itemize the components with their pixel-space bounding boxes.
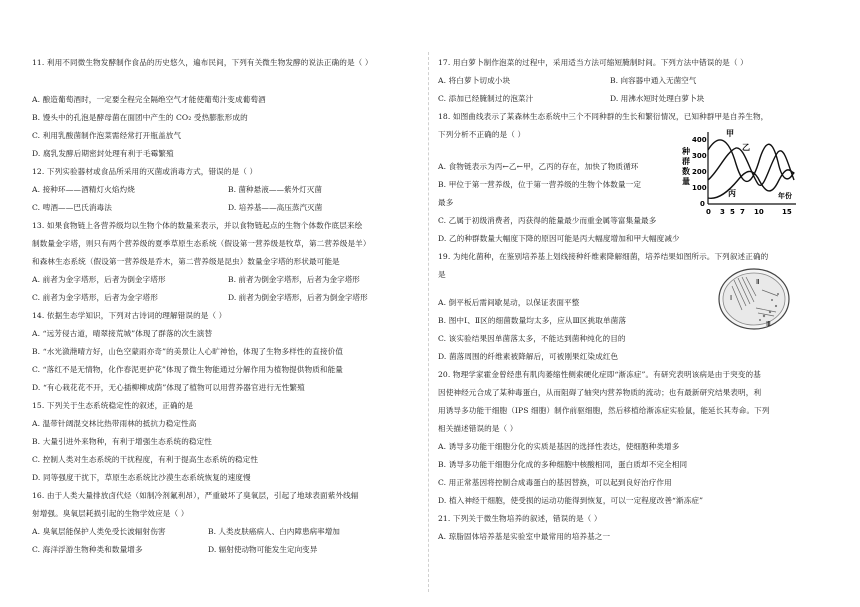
q14-option-b: B. “水光潋滟晴方好，山色空蒙雨亦奇”的美景让人心旷神怡，体现了生物多样性的直接价值: [32, 347, 344, 356]
region-label-3: Ⅲ: [766, 320, 771, 328]
q17-option-d: D. 用沸水短时处理白萝卜块: [610, 94, 705, 103]
y-axis-label-char: 数: [682, 167, 690, 176]
q18-option-a: A. 食物链表示为丙←乙←甲，乙丙的存在，加快了物质循环: [438, 162, 639, 171]
x-axis-label: 年份: [778, 192, 792, 200]
x-tick-label: 7: [740, 208, 745, 216]
x-tick-label: 15: [782, 208, 792, 216]
petri-dish-figure: [716, 266, 792, 332]
q18-option-b: B. 甲位于第一营养级，位于第一营养级的生物个体数量一定: [438, 180, 642, 189]
q17-option-a: A. 将白萝卜切成小块: [438, 76, 511, 85]
q16-stem-2: 射增强。臭氧层耗损引起的生物学效应是（ ）: [32, 509, 189, 518]
q21-stem: 21. 下列关于微生物培养的叙述，错误的是（ ）: [438, 514, 602, 523]
q18-option-d: D. 乙的种群数量大幅度下降的原因可能是丙大幅度增加和甲大幅度减少: [438, 234, 680, 243]
x-tick-label: 3: [720, 208, 725, 216]
q19-stem-2: 是: [438, 270, 446, 279]
q16-option-a: A. 臭氧层能保护人类免受长波辐射伤害: [32, 527, 166, 536]
y-axis-label-char: 种: [682, 147, 690, 156]
q14-option-c: C. “落红不是无情物，化作春泥更护花”体现了微生物能通过分解作用为植物提供物质和能量: [32, 365, 343, 374]
region-label-2: Ⅱ: [756, 278, 760, 286]
q15-option-a: A. 温带针阔混交林比热带雨林的抵抗力稳定性高: [32, 419, 197, 428]
series-label-yi: 乙: [742, 143, 750, 152]
q19-option-d: D. 菌落周围的纤维素被降解后，可被刚果红染成红色: [438, 352, 619, 361]
y-tick-label: 200: [692, 168, 707, 176]
q15-option-b: B. 大量引进外来物种，有利于增强生态系统的稳定性: [32, 437, 212, 446]
q18-stem-1: 18. 如图曲线表示了某森林生态系统中三个不同种群的生长和繁衍情况，已知种群甲是自养生物，: [438, 112, 769, 121]
q15-stem: 15. 下列关于生态系统稳定性的叙述，正确的是: [32, 401, 194, 410]
x-tick-label: 10: [754, 208, 764, 216]
q18-stem-2: 下列分析不正确的是（ ）: [438, 130, 526, 139]
q14-option-a: A. “远芳侵古道，晴翠接荒城”体现了群落的次生演替: [32, 329, 213, 338]
q18-option-c: C. 乙属于初级消费者，丙获得的能量最少而重金属等富集量最多: [438, 216, 657, 225]
x-tick-label: 0: [706, 208, 711, 216]
q13-option-a: A. 前者为金字塔形，后者为倒金字塔形: [32, 275, 166, 284]
column-divider: [428, 52, 429, 592]
q13-stem-2: 制数量金字塔，则只有两个营养级的夏季草原生态系统（假设第一营养级是牧草，第二营养级是羊）: [32, 239, 371, 248]
region-label-1: Ⅰ: [730, 294, 733, 302]
q11-option-c: C. 利用乳酸菌制作泡菜需经常打开瓶盖放气: [32, 131, 182, 140]
q11-stem: 11. 利用不同微生物发酵制作食品的历史悠久，遍布民间，下列有关微生物发酵的说法正确的是（ ）: [32, 58, 373, 67]
q20-stem-1: 20. 物理学家霍金曾经患有肌肉萎缩性侧索硬化症即“渐冻症”。有研究表明该病是由于突变的基: [438, 370, 761, 379]
q11-option-a: A. 酿造葡萄酒时，一定要全程完全隔绝空气才能使葡萄汁变成葡萄酒: [32, 95, 266, 104]
q11-option-b: B. 馒头中的孔泡是酵母菌在面团中产生的 CO₂ 受热膨胀形成的: [32, 113, 248, 122]
y-tick-label: 0: [700, 200, 705, 208]
q16-option-b: B. 人类皮肤癌病人、白内障患病率增加: [208, 527, 340, 536]
q14-option-d: D. “有心栽花花不开，无心插柳柳成荫”体现了植物可以用营养器官进行无性繁殖: [32, 383, 305, 392]
series-label-bing: 丙: [728, 189, 736, 198]
series-label-jia: 甲: [726, 129, 734, 138]
q17-option-c: C. 添加已经腌制过的泡菜汁: [438, 94, 534, 103]
y-tick-label: 300: [692, 152, 707, 160]
q21-option-a: A. 琼脂固体培养基是实验室中最常用的培养基之一: [438, 532, 611, 541]
y-tick-label: 400: [692, 136, 707, 144]
q19-option-c: C. 该实验结果因单菌落太多，不能达到菌种纯化的目的: [438, 334, 626, 343]
q19-option-a: A. 倒平板后需间歇晃动，以保证表面平整: [438, 298, 580, 307]
y-axis-label-char: 群: [682, 157, 690, 166]
q17-option-b: B. 向容器中通入无菌空气: [610, 76, 697, 85]
q15-option-c: C. 控制人类对生态系统的干扰程度，有利于提高生态系统的稳定性: [32, 455, 259, 464]
q13-option-c: C. 前者为金字塔形，后者为金字塔形: [32, 293, 159, 302]
y-axis-label-char: 量: [682, 177, 690, 186]
q19-option-b: B. 图中Ⅰ、Ⅱ区的细菌数量均太多，应从Ⅲ区挑取单菌落: [438, 316, 627, 325]
q16-option-c: C. 海洋浮游生物种类和数量增多: [32, 545, 143, 554]
q12-option-b: B. 菌种悬液——紫外灯灭菌: [228, 185, 322, 194]
q20-stem-3: 用诱导多功能干细胞（IPS 细胞）制作前驱细胞，然后移植给渐冻症实验鼠，能延长其寿命。下列: [438, 406, 770, 415]
q12-option-a: A. 接种环——酒精灯火焰灼烧: [32, 185, 135, 194]
q20-option-d: D. 植入神经干细胞，使受损的运动功能得到恢复，可以一定程度改善“渐冻症”: [438, 496, 704, 505]
q14-stem: 14. 依据生态学知识，下列对古诗词的理解错误的是（ ）: [32, 311, 227, 320]
q12-option-c: C. 啤酒——巴氏消毒法: [32, 203, 112, 212]
q16-option-d: D. 辐射使动物可能发生定向变异: [208, 545, 318, 554]
q17-stem: 17. 用白萝卜制作泡菜的过程中，采用适当方法可缩短腌制时间。下列方法中错误的是（ ）: [438, 58, 748, 67]
q18-option-b-cont: 最多: [438, 198, 454, 207]
q13-option-d: D. 前者为倒金字塔形，后者为倒金字塔形: [228, 293, 368, 302]
q20-option-a: A. 诱导多功能干细胞分化的实质是基因的选择性表达，使细胞种类增多: [438, 442, 680, 451]
q12-option-d: D. 培养基——高压蒸汽灭菌: [228, 203, 323, 212]
q11-option-d: D. 腐乳发酵后期密封处理有利于毛霉繁殖: [32, 149, 174, 158]
q20-stem-4: 相关描述错误的是（ ）: [438, 424, 518, 433]
q13-stem-1: 13. 如果食物链上各营养级均以生物个体的数量来表示，并以食物链起点的生物个体数作底层来绘: [32, 221, 363, 230]
petri-dish-inner: [723, 273, 785, 325]
y-tick-label: 100: [692, 184, 707, 192]
q13-option-b: B. 前者为倒金字塔形，后者为金字塔形: [228, 275, 360, 284]
q15-option-d: D. 同等强度干扰下，草原生态系统比沙漠生态系统恢复的速度慢: [32, 473, 251, 482]
q20-stem-2: 因使神经元合成了某种毒蛋白，从而阻碍了轴突内营养物质的流动；也有最新研究结果表明，利: [438, 388, 762, 397]
q20-option-c: C. 用正常基因将控制合成毒蛋白的基因替换，可以起到良好治疗作用: [438, 478, 672, 487]
q19-stem-1: 19. 为纯化菌种，在鉴别培养基上划线接种纤维素降解细菌，培养结果如图所示。下列叙述正确的: [438, 252, 769, 261]
population-curve-figure: [678, 128, 800, 220]
q13-stem-3: 和森林生态系统（假设第一营养级是乔木，第二营养级是昆虫）数量金字塔的形状最可能是: [32, 257, 340, 266]
q12-stem: 12. 下列实验器材或食品所采用的灭菌或消毒方式，错误的是（ ）: [32, 167, 258, 176]
q20-option-b: B. 诱导多功能干细胞分化成的多种细胞中核酸相同，蛋白质却不完全相同: [438, 460, 688, 469]
q16-stem-1: 16. 由于人类大量排放卤代烃（如制冷剂氟利昂），严重破坏了臭氧层，引起了地球表面紫外线辐: [32, 491, 359, 500]
x-tick-label: 5: [730, 208, 735, 216]
